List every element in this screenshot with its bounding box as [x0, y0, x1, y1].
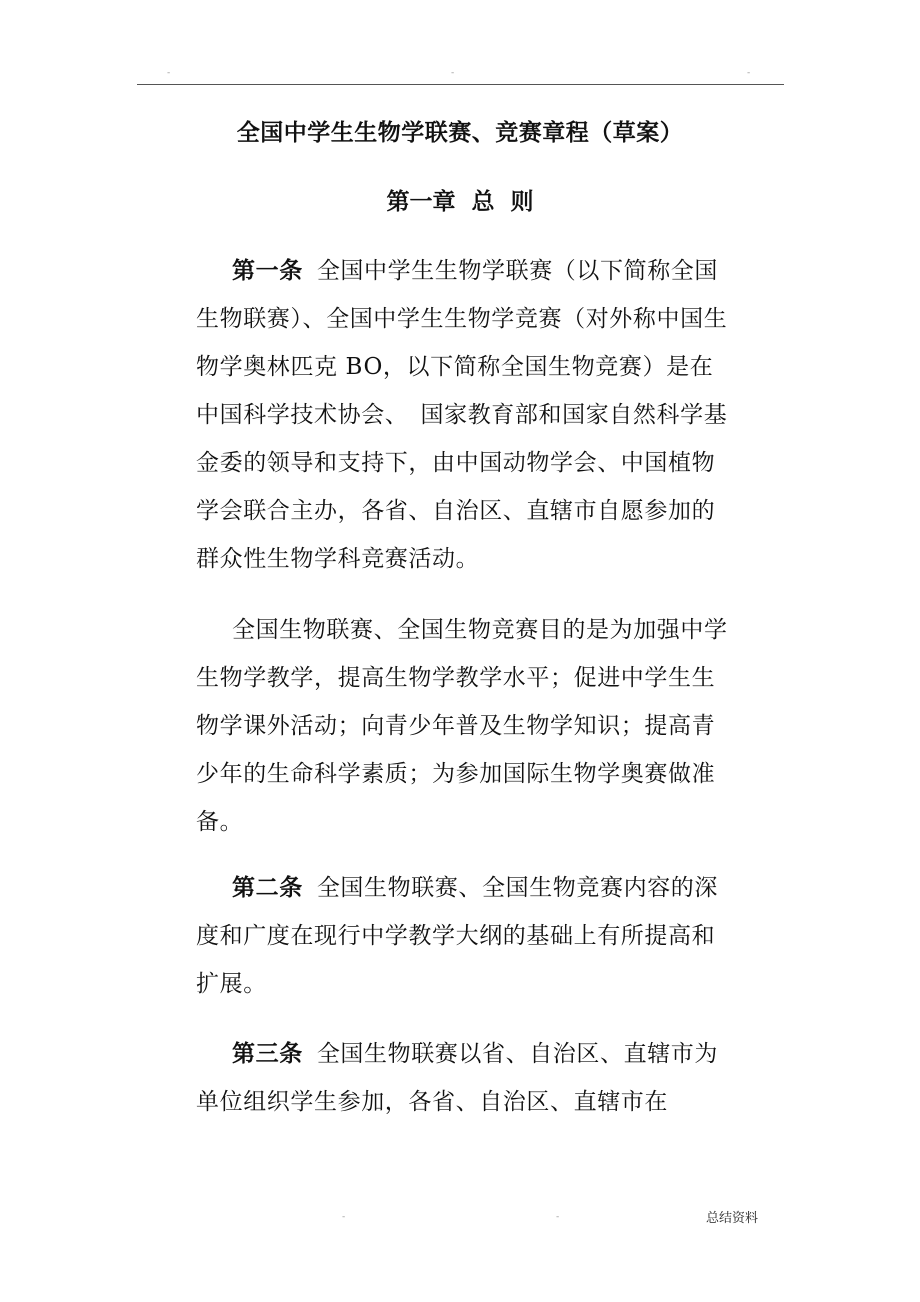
footer-label: 总结资料: [706, 1211, 759, 1226]
footer-mark: -: [556, 1212, 560, 1222]
header-mark: -: [451, 68, 455, 78]
body-paragraph: [196, 606, 732, 846]
article-text: 全国生物联赛以省、自治区、直辖市为单位组织学生参加，各省、自治区、直辖市在: [196, 1041, 719, 1115]
article-number: 第一条: [232, 258, 303, 284]
article-number: 第三条: [232, 1041, 303, 1067]
header-mark: -: [167, 68, 171, 78]
article-paragraph: [196, 247, 732, 583]
chapter-heading: 第一章 总 则: [386, 189, 534, 215]
header-mark: -: [747, 68, 751, 78]
article-paragraph: [196, 864, 732, 1008]
article-number: 第二条: [232, 875, 303, 901]
article-text: 全国生物联赛、全国生物竞赛内容的深度和广度在现行中学教学大纲的基础上有所提高和扩展。: [196, 875, 719, 997]
article-paragraph: [196, 1030, 732, 1126]
footer-mark: -: [342, 1212, 346, 1222]
header-rule: [137, 84, 784, 85]
document-title: 全国中学生生物学联赛、竞赛章程（草案）: [236, 120, 684, 146]
article-text: 全国中学生生物学联赛（以下简称全国生物联赛）、全国中学生生物学竞赛（对外称中国生物学奥林匹克 BO，以下简称全国生物竞赛）是在中国科学技术协会、 国家教育部和国家自然科学基金委的领导和支持下，由中国动物学会、中国植物学会联合主办，各省、自治区、直辖市自愿参加的群众性生物学科竞赛活动。: [196, 258, 728, 572]
paragraph-text: 全国生物联赛、全国生物竞赛目的是为加强中学生物学教学，提高生物学教学水平；促进中学生生物学课外活动；向青少年普及生物学知识；提高青少年的生命科学素质；为参加国际生物学奥赛做准备。: [196, 617, 728, 835]
